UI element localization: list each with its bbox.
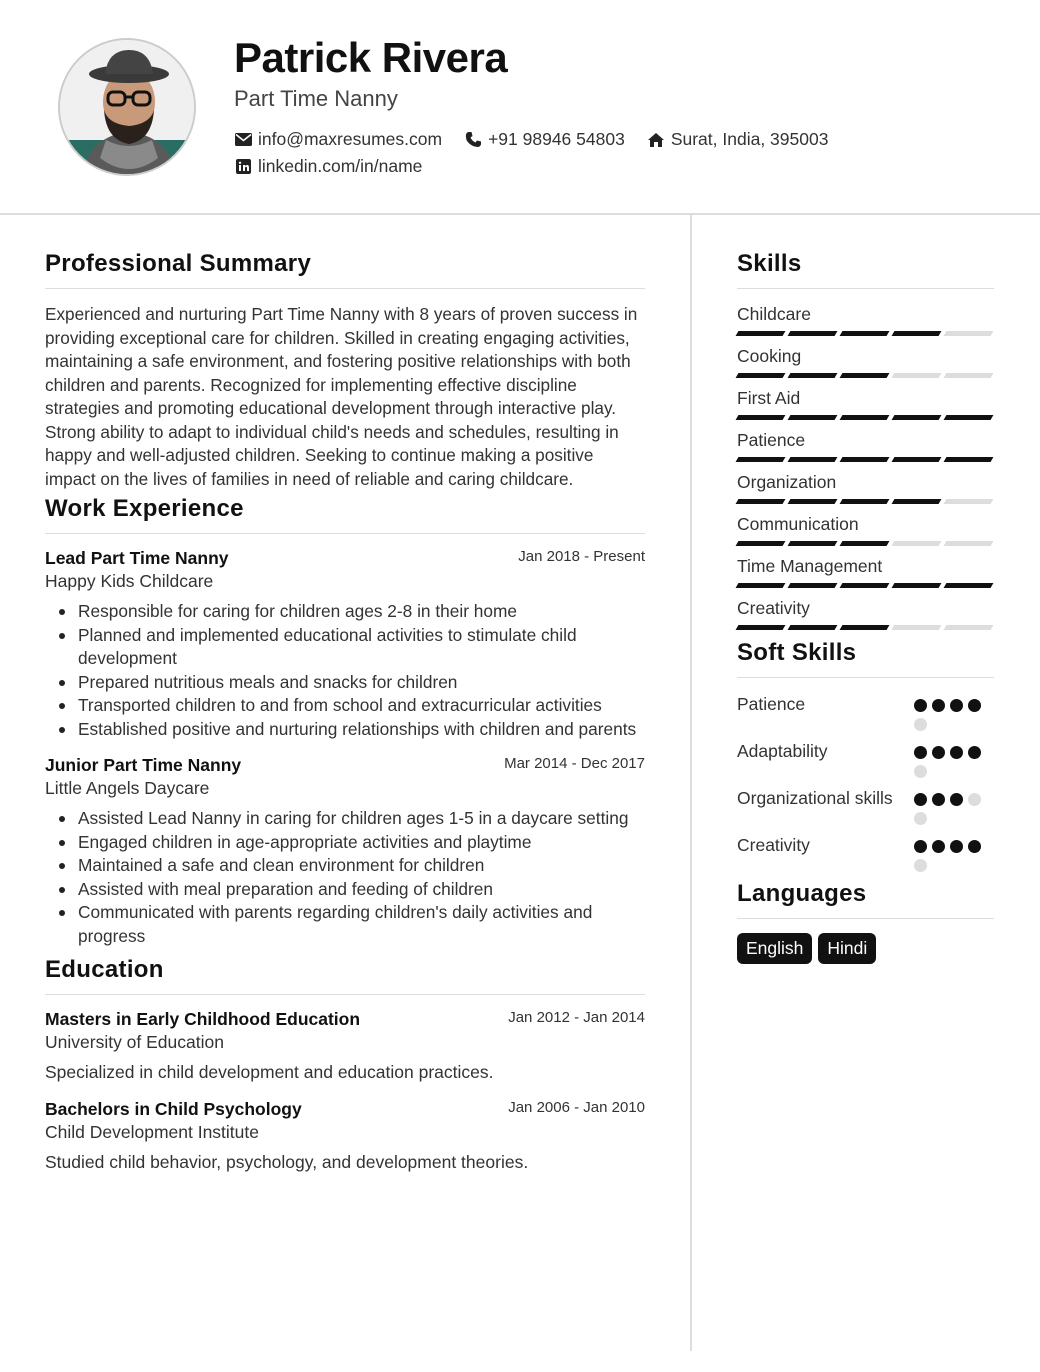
education-list: [45, 1009, 645, 1173]
rating-dot: [968, 746, 981, 759]
skill-level-segment: [892, 583, 942, 588]
skills-list: [737, 303, 994, 630]
skill-item: [737, 303, 994, 336]
school-name: University of Education: [45, 1032, 224, 1052]
skill-level-segment: [840, 625, 890, 630]
skill-name: Patience: [737, 430, 806, 450]
rating-dot: [950, 840, 963, 853]
job-date: Mar 2014 - Dec 2017: [504, 755, 645, 772]
skill-level-segment: [788, 331, 838, 336]
skill-level-segment: [736, 583, 786, 588]
skill-level-segment: [892, 541, 942, 546]
job-title: Lead Part Time Nanny: [45, 548, 229, 568]
education-entry: [45, 1099, 645, 1173]
soft-skill-item: [737, 739, 994, 778]
contact-phone[interactable]: [464, 129, 625, 150]
skill-name: Organization: [737, 472, 837, 492]
duty-list: [45, 807, 645, 948]
contact-location: [647, 129, 829, 150]
rating-dot: [950, 699, 963, 712]
skill-level-segment: [788, 499, 838, 504]
sidebar-column: [737, 250, 994, 964]
experience-heading: Work Experience: [45, 495, 645, 534]
education-heading: Education: [45, 956, 645, 995]
skill-level-segment: [736, 625, 786, 630]
column-divider: [690, 215, 692, 1351]
job-company: Little Angels Daycare: [45, 778, 210, 798]
main-column: [45, 250, 645, 1181]
skill-level-segment: [788, 541, 838, 546]
home-icon: [647, 131, 665, 149]
rating-dot: [932, 699, 945, 712]
contact-linkedin[interactable]: [234, 156, 422, 177]
skill-level-segment: [840, 373, 890, 378]
soft-skill-item: [737, 786, 994, 825]
skill-item: [737, 471, 994, 504]
skill-level-segment: [944, 499, 994, 504]
skill-level-segment: [736, 415, 786, 420]
skill-level-segment: [788, 583, 838, 588]
soft-skill-item: [737, 692, 994, 731]
skill-level-bar: [737, 373, 994, 378]
experience-list: [45, 548, 645, 948]
soft-skill-rating: [914, 840, 994, 872]
skill-level-segment: [736, 499, 786, 504]
soft-skills-heading: Soft Skills: [737, 639, 994, 678]
rating-dot: [914, 718, 927, 731]
skill-level-segment: [892, 625, 942, 630]
skill-level-segment: [840, 331, 890, 336]
school-name: Child Development Institute: [45, 1122, 259, 1142]
skill-level-segment: [840, 457, 890, 462]
job-entry: [45, 548, 645, 741]
rating-dot: [968, 793, 981, 806]
rating-dot: [914, 746, 927, 759]
skill-level-segment: [892, 373, 942, 378]
education-entry: [45, 1009, 645, 1083]
duty-item: Prepared nutritious meals and snacks for children: [45, 671, 645, 695]
job-company: Happy Kids Childcare: [45, 571, 214, 591]
skill-level-segment: [736, 541, 786, 546]
candidate-title: Part Time Nanny: [234, 86, 398, 111]
envelope-icon: [234, 131, 252, 149]
duty-list: [45, 600, 645, 741]
language-tag: English: [737, 933, 812, 964]
education-date: Jan 2012 - Jan 2014: [508, 1009, 645, 1026]
location-text: Surat, India, 395003: [670, 129, 829, 149]
rating-dot: [968, 699, 981, 712]
skill-level-segment: [736, 457, 786, 462]
skill-item: [737, 555, 994, 588]
languages-list: [737, 933, 994, 964]
rating-dot: [950, 793, 963, 806]
skill-level-bar: [737, 625, 994, 630]
contact-row: [234, 129, 850, 150]
skill-item: [737, 513, 994, 546]
linkedin-text: linkedin.com/in/name: [258, 156, 423, 176]
skill-level-segment: [944, 541, 994, 546]
skill-level-bar: [737, 415, 994, 420]
duty-item: Maintained a safe and clean environment for children: [45, 854, 645, 878]
rating-dot: [914, 699, 927, 712]
duty-item: Engaged children in age-appropriate activities and playtime: [45, 831, 645, 855]
skill-level-segment: [944, 583, 994, 588]
email-text: info@maxresumes.com: [258, 129, 443, 149]
duty-item: Established positive and nurturing relationships with children and parents: [45, 718, 645, 742]
education-description: Specialized in child development and education practices.: [45, 1062, 494, 1082]
linkedin-icon: [234, 158, 252, 176]
contact-row-2: [234, 156, 444, 177]
skill-level-segment: [892, 457, 942, 462]
skill-level-segment: [840, 583, 890, 588]
phone-icon: [464, 131, 482, 149]
summary-text: Experienced and nurturing Part Time Nanny with 8 years of proven success in providing exceptional care for children. Skilled in creating engaging activities, maintaining a safe environment, and fostering positive relationships with both children and parents. Recognized for implementing effective discipline strategies and promoting educational development through interactive play. Strong ability to adapt to individual child's needs and schedules, resulting in happy and well-adjusted children. Seeking to continue making a positive impact on the lives of families in need of reliable and caring childcare.: [45, 304, 638, 489]
skill-level-segment: [944, 457, 994, 462]
rating-dot: [914, 840, 927, 853]
soft-skill-item: [737, 833, 994, 872]
degree-title: Masters in Early Childhood Education: [45, 1009, 361, 1029]
skill-name: Time Management: [737, 556, 883, 576]
skill-level-segment: [840, 541, 890, 546]
soft-skill-rating: [914, 746, 994, 778]
rating-dot: [932, 746, 945, 759]
skill-level-segment: [944, 625, 994, 630]
soft-skill-name: Patience: [737, 694, 806, 714]
skills-heading: Skills: [737, 250, 994, 289]
rating-dot: [932, 793, 945, 806]
skill-level-bar: [737, 457, 994, 462]
rating-dot: [914, 793, 927, 806]
skill-item: [737, 597, 994, 630]
languages-heading: Languages: [737, 880, 994, 919]
skill-name: Creativity: [737, 598, 810, 618]
skill-level-segment: [944, 415, 994, 420]
skill-name: Cooking: [737, 346, 802, 366]
skill-level-segment: [840, 415, 890, 420]
soft-skills-list: [737, 692, 994, 872]
rating-dot: [914, 765, 927, 778]
skill-level-segment: [788, 625, 838, 630]
duty-item: Assisted with meal preparation and feeding of children: [45, 878, 645, 902]
skill-level-segment: [892, 415, 942, 420]
skill-level-segment: [736, 373, 786, 378]
degree-title: Bachelors in Child Psychology: [45, 1099, 302, 1119]
rating-dot: [914, 812, 927, 825]
duty-item: Transported children to and from school and extracurricular activities: [45, 694, 645, 718]
skill-level-bar: [737, 583, 994, 588]
skill-item: [737, 387, 994, 420]
language-tag: Hindi: [818, 933, 876, 964]
skill-item: [737, 429, 994, 462]
skill-level-segment: [788, 415, 838, 420]
profile-photo: [58, 38, 196, 176]
skill-level-segment: [840, 499, 890, 504]
duty-item: Planned and implemented educational activities to stimulate child development: [45, 624, 645, 671]
skill-level-segment: [892, 499, 942, 504]
soft-skill-rating: [914, 699, 994, 731]
job-date: Jan 2018 - Present: [518, 548, 645, 565]
skill-level-segment: [788, 373, 838, 378]
skill-level-bar: [737, 541, 994, 546]
duty-item: Responsible for caring for children ages 2-8 in their home: [45, 600, 645, 624]
skill-level-bar: [737, 331, 994, 336]
soft-skill-rating: [914, 793, 994, 825]
skill-name: First Aid: [737, 388, 801, 408]
soft-skill-name: Adaptability: [737, 741, 828, 761]
duty-item: Communicated with parents regarding children's daily activities and progress: [45, 901, 645, 948]
contact-email[interactable]: [234, 129, 442, 150]
skill-level-segment: [788, 457, 838, 462]
job-title: Junior Part Time Nanny: [45, 755, 242, 775]
soft-skill-name: Creativity: [737, 835, 810, 855]
skill-level-segment: [944, 331, 994, 336]
skill-level-segment: [736, 331, 786, 336]
rating-dot: [968, 840, 981, 853]
skill-level-segment: [892, 331, 942, 336]
summary-heading: Professional Summary: [45, 250, 645, 289]
phone-text: +91 98946 54803: [488, 129, 625, 149]
skill-level-segment: [944, 373, 994, 378]
duty-item: Assisted Lead Nanny in caring for children ages 1-5 in a daycare setting: [45, 807, 645, 831]
education-date: Jan 2006 - Jan 2010: [508, 1099, 645, 1116]
candidate-name: Patrick Rivera: [234, 34, 508, 81]
skill-name: Childcare: [737, 304, 811, 324]
education-description: Studied child behavior, psychology, and development theories.: [45, 1152, 529, 1172]
soft-skill-name: Organizational skills: [737, 788, 893, 808]
job-entry: [45, 755, 645, 948]
rating-dot: [950, 746, 963, 759]
rating-dot: [932, 840, 945, 853]
skill-name: Communication: [737, 514, 859, 534]
skill-level-bar: [737, 499, 994, 504]
skill-item: [737, 345, 994, 378]
rating-dot: [914, 859, 927, 872]
resume-header: [0, 0, 1040, 215]
